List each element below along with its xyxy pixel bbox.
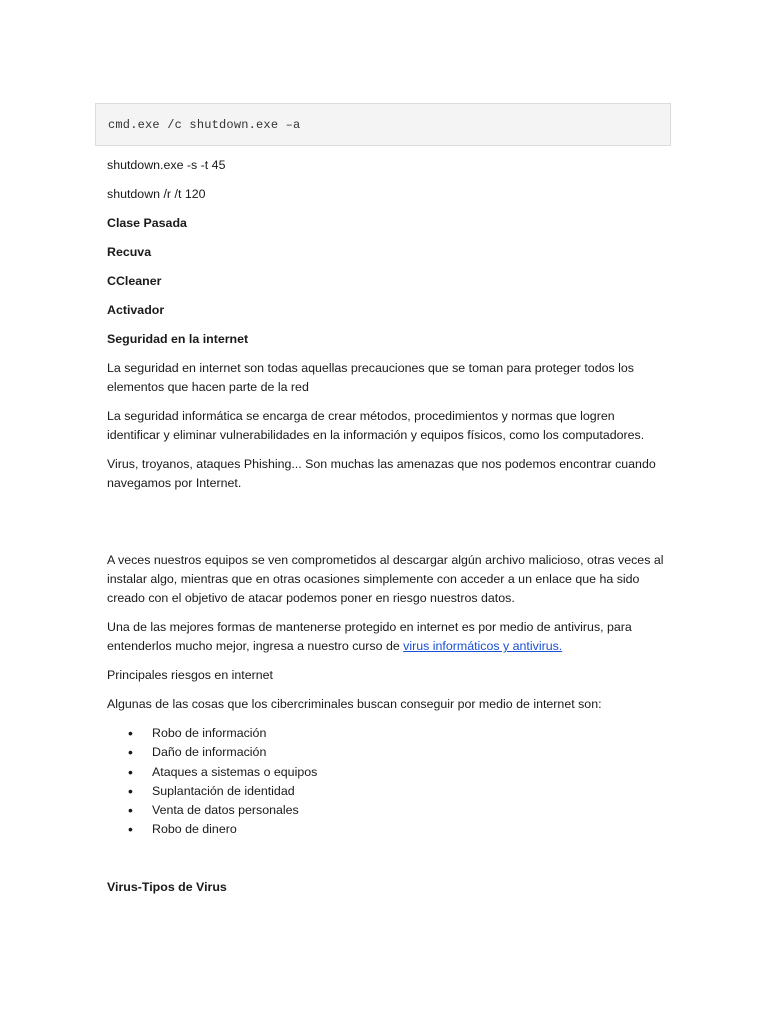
- heading-recuva: Recuva: [107, 245, 152, 259]
- command-line-2: shutdown /r /t 120: [107, 187, 206, 201]
- paragraph-2: La seguridad informática se encarga de crear métodos, procedimientos y normas que logren identificar y eliminar vulnerabilidades en la información y equipos físicos, como los computadores.: [107, 409, 645, 442]
- list-item: [107, 763, 667, 782]
- bullet-icon: •: [128, 821, 133, 838]
- bullet-icon: •: [128, 802, 133, 819]
- paragraph-5: [107, 618, 667, 656]
- paragraph-4: A veces nuestros equipos se ven comprometidos al descargar algún archivo malicioso, otras veces al instalar algo, mientras que en otras ocasiones simplemente con acceder a un enlace que ha sido creado con el objetivo de atacar podemos poner en riesgo nuestros datos.: [107, 553, 664, 605]
- code-text: cmd.exe /c shutdown.exe –a: [108, 117, 301, 132]
- bullet-icon: •: [128, 744, 133, 761]
- heading-ccleaner: CCleaner: [107, 274, 162, 288]
- paragraph-5-text: Una de las mejores formas de mantenerse protegido en internet es por medio de antivirus, para entenderlos mucho mejor, ingresa a nuestro curso de: [107, 620, 632, 653]
- bullet-icon: •: [128, 782, 133, 799]
- paragraph-6: Principales riesgos en internet: [107, 668, 273, 682]
- bullet-icon: •: [128, 725, 133, 741]
- paragraph-7: Algunas de las cosas que los cibercriminales buscan conseguir por medio de internet son:: [107, 697, 602, 711]
- list-item-text: Daño de información: [152, 745, 267, 760]
- blank-space: [107, 840, 667, 878]
- paragraph-1: La seguridad en internet son todas aquellas precauciones que se toman para proteger todos los elementos que hacen parte de la red: [107, 361, 634, 394]
- bullet-icon: •: [128, 763, 133, 780]
- list-item: [107, 820, 667, 839]
- list-item-text: Suplantación de identidad: [152, 783, 295, 798]
- list-item: [107, 724, 667, 743]
- heading-virus-tipos: Virus-Tipos de Virus: [107, 879, 227, 894]
- command-line-1: shutdown.exe -s -t 45: [107, 158, 226, 172]
- heading-clase-pasada: Clase Pasada: [107, 216, 187, 230]
- list-item: [107, 782, 667, 801]
- list-item-text: Robo de dinero: [152, 822, 237, 837]
- document-body: [107, 156, 667, 907]
- paragraph-3: Virus, troyanos, ataques Phishing... Son muchas las amenazas que nos podemos encontrar cuando navegamos por Internet.: [107, 457, 656, 490]
- list-item-text: Ataques a sistemas o equipos: [152, 764, 318, 779]
- list-item-text: Venta de datos personales: [152, 803, 299, 818]
- risk-list: [107, 724, 667, 840]
- heading-seguridad: Seguridad en la internet: [107, 332, 249, 346]
- list-item: [107, 801, 667, 820]
- list-item: [107, 743, 667, 762]
- heading-activador: Activador: [107, 303, 165, 317]
- list-item-text: Robo de información: [152, 726, 267, 740]
- blank-space: [107, 503, 667, 551]
- code-block: [95, 103, 671, 146]
- course-link[interactable]: virus informáticos y antivirus.: [403, 639, 563, 653]
